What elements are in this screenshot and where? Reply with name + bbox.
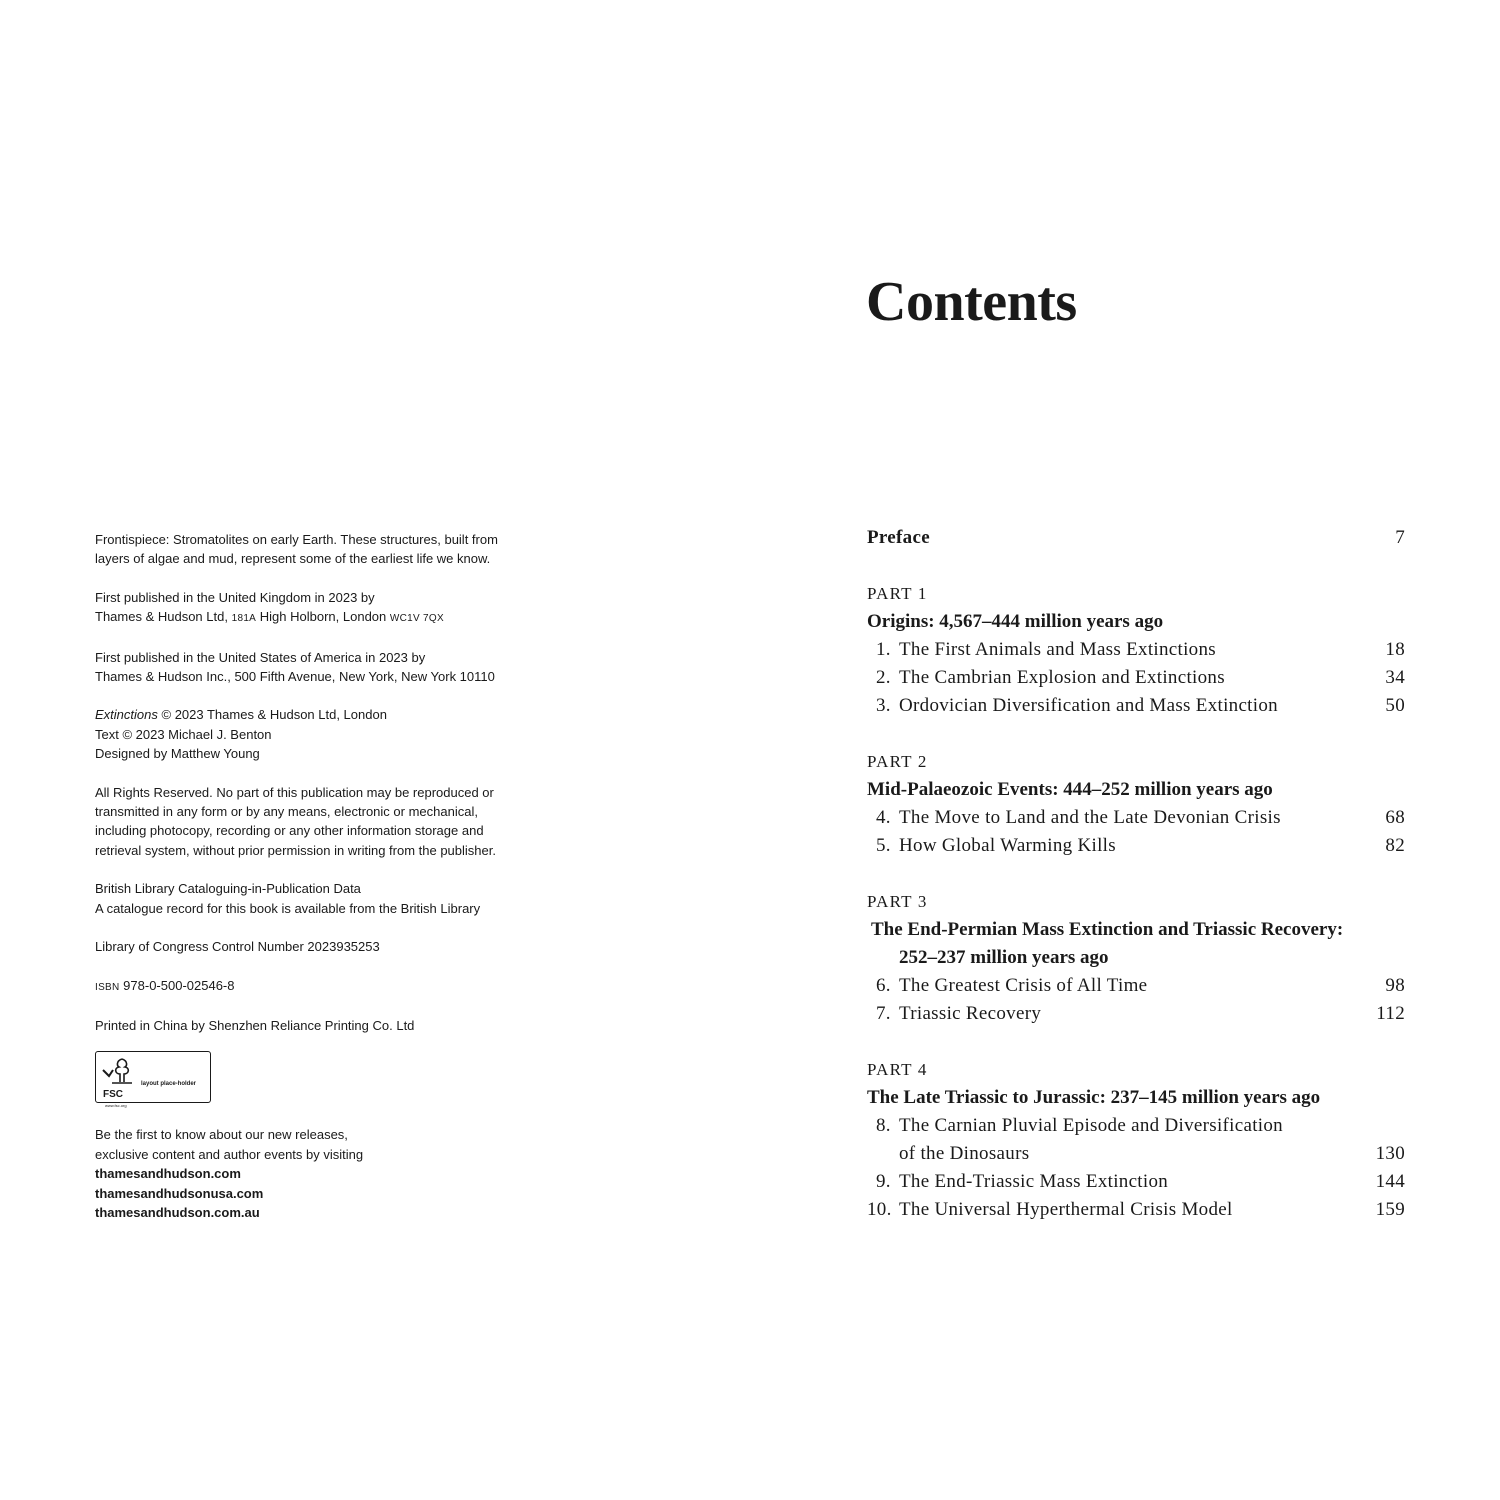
chapter-number: 1. bbox=[876, 639, 891, 660]
imprint-page bbox=[95, 530, 565, 1222]
isbn-value: 978-0-500-02546-8 bbox=[123, 977, 235, 993]
chapter-title: The Greatest Crisis of All Time bbox=[899, 975, 1148, 996]
part-title: The Late Triassic to Jurassic: 237–145 million years ago bbox=[867, 1087, 1321, 1108]
imprint-line: transmitted in any form or by any means, electronic or mechanical, bbox=[95, 804, 478, 820]
page-number: 18 bbox=[1385, 639, 1405, 660]
tree-check-icon bbox=[100, 1056, 136, 1088]
imprint-line: Library of Congress Control Number 2023935253 bbox=[95, 939, 380, 955]
toc-chapter-continued bbox=[867, 1140, 1405, 1168]
toc-chapter bbox=[867, 832, 1405, 860]
fsc-url: www.fsc.org bbox=[105, 1103, 127, 1109]
chapter-number: 8. bbox=[876, 1115, 891, 1136]
table-of-contents bbox=[867, 524, 1405, 1224]
text-copyright: Text © 2023 Michael J. Benton bbox=[95, 726, 272, 742]
chapter-number: 6. bbox=[876, 975, 891, 996]
frontispiece-caption bbox=[95, 530, 565, 569]
toc-chapter bbox=[867, 664, 1405, 692]
chapter-title: The Carnian Pluvial Episode and Diversification bbox=[899, 1115, 1283, 1136]
page-number: 34 bbox=[1385, 667, 1405, 688]
isbn bbox=[95, 976, 565, 997]
newsletter-block bbox=[95, 1125, 565, 1222]
chapter-title: The First Animals and Mass Extinctions bbox=[899, 639, 1216, 660]
page-number: 144 bbox=[1375, 1171, 1405, 1192]
fsc-logo-placeholder bbox=[95, 1051, 211, 1109]
imprint-line: A catalogue record for this book is available from the British Library bbox=[95, 900, 481, 916]
uk-address-street: High Holborn, London bbox=[259, 609, 387, 625]
page-number: 82 bbox=[1385, 835, 1405, 856]
page-number: 112 bbox=[1376, 1003, 1405, 1024]
uk-publication bbox=[95, 588, 565, 629]
website-link: thamesandhudsonusa.com bbox=[95, 1185, 264, 1201]
part-label: PART 3 bbox=[867, 892, 928, 911]
page-number: 159 bbox=[1375, 1199, 1405, 1220]
toc-chapter bbox=[867, 1196, 1405, 1224]
toc-chapter bbox=[867, 1112, 1405, 1140]
imprint-line: including photocopy, recording or any other information storage and bbox=[95, 823, 484, 839]
imprint-line: Printed in China by Shenzhen Reliance Printing Co. Ltd bbox=[95, 1017, 415, 1033]
imprint-line: British Library Cataloguing-in-Publication Data bbox=[95, 881, 361, 897]
toc-chapter bbox=[867, 804, 1405, 832]
uk-postcode: WC1V 7QX bbox=[389, 613, 444, 625]
uk-publisher: Thames & Hudson Ltd, bbox=[95, 609, 228, 625]
imprint-line: exclusive content and author events by visiting bbox=[95, 1146, 364, 1162]
website-link: thamesandhudson.com.au bbox=[95, 1204, 260, 1220]
chapter-number: 3. bbox=[876, 695, 891, 716]
printer bbox=[95, 1016, 565, 1035]
chapter-number: 10. bbox=[867, 1199, 892, 1220]
chapter-number: 9. bbox=[876, 1171, 891, 1192]
chapter-title: The Cambrian Explosion and Extinctions bbox=[899, 667, 1225, 688]
chapter-number: 2. bbox=[876, 667, 891, 688]
copyright-holder: © 2023 Thames & Hudson Ltd, London bbox=[161, 707, 387, 723]
part-label: PART 4 bbox=[867, 1060, 928, 1079]
imprint-line: layers of algae and mud, represent some of the earliest life we know. bbox=[95, 551, 491, 567]
imprint-line: Be the first to know about our new releases, bbox=[95, 1127, 348, 1143]
imprint-line: First published in the United States of America in 2023 by bbox=[95, 649, 426, 665]
part-title: Mid-Palaeozoic Events: 444–252 million years ago bbox=[867, 779, 1273, 800]
preface-label: Preface bbox=[867, 527, 930, 548]
fsc-placeholder-label: layout place-holder bbox=[141, 1081, 197, 1088]
chapter-number: 7. bbox=[876, 1003, 891, 1024]
toc-chapter bbox=[867, 1000, 1405, 1028]
loc-number bbox=[95, 937, 565, 956]
chapter-title: Ordovician Diversification and Mass Extinction bbox=[899, 695, 1278, 716]
copyright-line bbox=[95, 705, 565, 724]
part-title: The End-Permian Mass Extinction and Triassic Recovery: bbox=[871, 919, 1344, 940]
page-number: 98 bbox=[1385, 975, 1405, 996]
imprint-line: Frontispiece: Stromatolites on early Earth. These structures, built from bbox=[95, 532, 498, 547]
part-label: PART 2 bbox=[867, 752, 928, 771]
toc-preface bbox=[867, 524, 1405, 552]
chapter-title: The Move to Land and the Late Devonian Crisis bbox=[899, 807, 1281, 828]
isbn-label: ISBN bbox=[95, 981, 120, 993]
toc-chapter bbox=[867, 972, 1405, 1000]
toc-chapter bbox=[867, 636, 1405, 664]
part-label: PART 1 bbox=[867, 584, 928, 603]
website-link: thamesandhudson.com bbox=[95, 1166, 241, 1182]
chapter-number: 5. bbox=[876, 835, 891, 856]
toc-chapter bbox=[867, 1168, 1405, 1196]
book-title: Extinctions bbox=[95, 707, 158, 723]
imprint-line: Thames & Hudson Inc., 500 Fifth Avenue, New York, New York 10110 bbox=[95, 669, 495, 685]
page-number: 50 bbox=[1385, 695, 1405, 716]
isbn-line bbox=[95, 976, 565, 997]
part-title-continued: 252–237 million years ago bbox=[899, 947, 1109, 968]
fsc-logo-text: FSC bbox=[103, 1089, 123, 1101]
cip-data bbox=[95, 879, 565, 918]
imprint-line: First published in the United Kingdom in 2023 by bbox=[95, 589, 375, 605]
rights-statement bbox=[95, 783, 565, 861]
chapter-title-continued: of the Dinosaurs bbox=[899, 1143, 1030, 1164]
chapter-title: The Universal Hyperthermal Crisis Model bbox=[899, 1199, 1233, 1220]
page-number: 68 bbox=[1385, 807, 1405, 828]
chapter-title: The End-Triassic Mass Extinction bbox=[899, 1171, 1169, 1192]
chapter-number: 4. bbox=[876, 807, 891, 828]
contents-title: Contents bbox=[866, 271, 1077, 333]
imprint-line bbox=[95, 607, 565, 628]
us-publication bbox=[95, 648, 565, 687]
chapter-title: Triassic Recovery bbox=[899, 1003, 1042, 1024]
page-number: 130 bbox=[1375, 1143, 1405, 1164]
part-title: Origins: 4,567–444 million years ago bbox=[867, 611, 1164, 632]
imprint-line: retrieval system, without prior permission in writing from the publisher. bbox=[95, 842, 496, 858]
copyright-block bbox=[95, 705, 565, 763]
toc-chapter bbox=[867, 692, 1405, 720]
chapter-title: How Global Warming Kills bbox=[899, 835, 1116, 856]
designer-credit: Designed by Matthew Young bbox=[95, 746, 260, 762]
imprint-line: All Rights Reserved. No part of this publication may be reproduced or bbox=[95, 784, 494, 800]
uk-address-number: 181A bbox=[231, 613, 257, 625]
page-number: 7 bbox=[1395, 527, 1405, 548]
